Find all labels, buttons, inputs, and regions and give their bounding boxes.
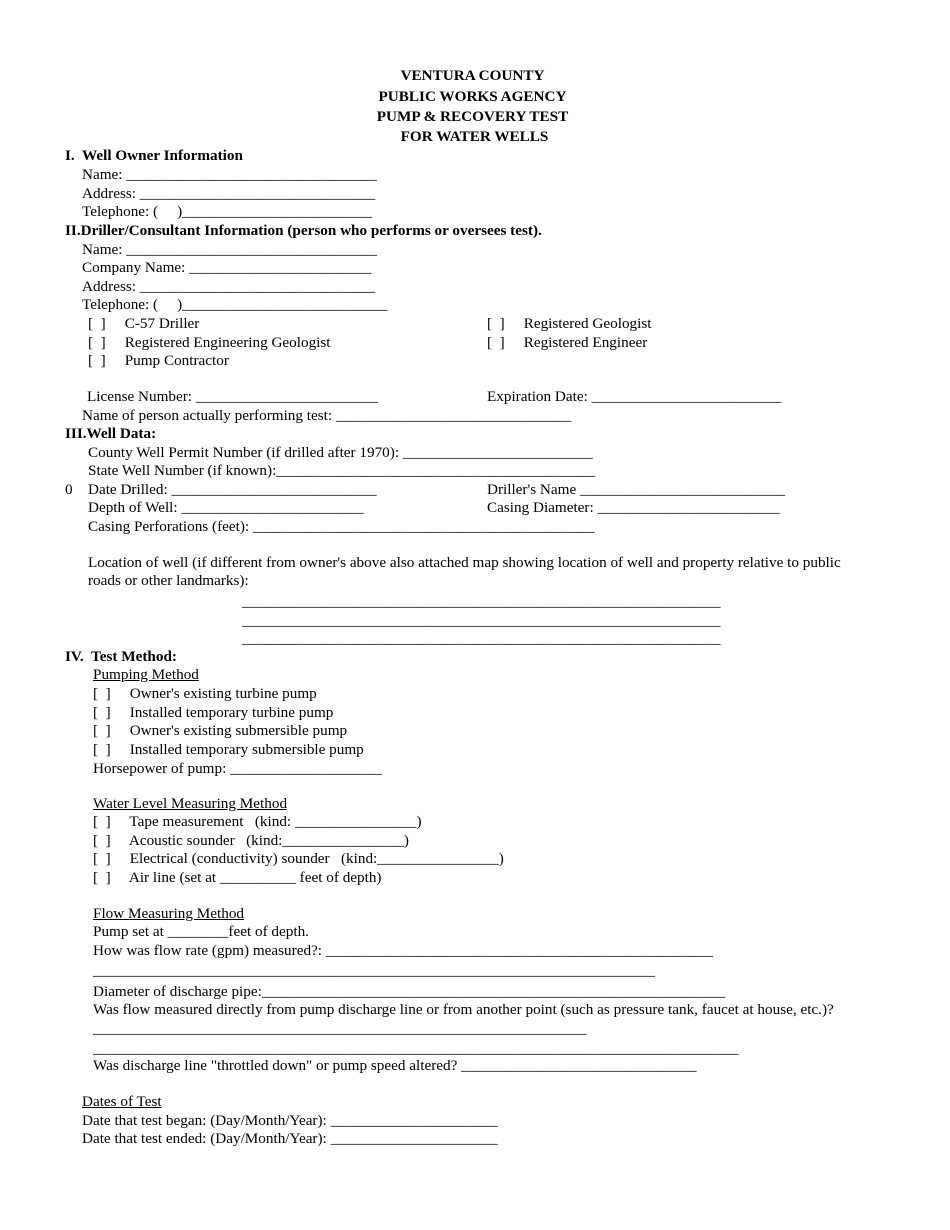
test-performer-field[interactable]: Name of person actually performing test: _______________________________	[82, 407, 572, 424]
driller-address-field[interactable]: Address: _______________________________	[82, 278, 376, 295]
driller-telephone-field[interactable]: Telephone: ( )___________________________	[82, 296, 388, 313]
discharge-pipe-diameter-field[interactable]: Diameter of discharge pipe:_____________________________________________________________	[93, 983, 726, 1000]
dates-of-test-title: Dates of Test	[82, 1093, 162, 1110]
location-blank-line-3[interactable]: _______________________________________________________________	[242, 630, 721, 647]
driller-name-field[interactable]: Name: _________________________________	[82, 241, 377, 258]
section-1-heading: I. Well Owner Information	[65, 147, 243, 164]
checkbox-registered-engineer[interactable]: [ ] Registered Engineer	[487, 334, 648, 351]
flow-rate-method-field[interactable]: How was flow rate (gpm) measured?: ___________________________________________________	[93, 942, 714, 959]
margin-zero: 0	[65, 481, 73, 498]
horsepower-field[interactable]: Horsepower of pump: ____________________	[93, 760, 382, 777]
checkbox-acoustic-sounder[interactable]: [ ] Acoustic sounder (kind:________________)	[93, 832, 409, 849]
casing-diameter-field[interactable]: Casing Diameter: ________________________	[487, 499, 780, 516]
flow-measurement-question: Was flow measured directly from pump discharge line or from another point (such as pressure tank, faucet at house, etc.)?	[93, 1001, 834, 1018]
location-blank-line-2[interactable]: _______________________________________________________________	[242, 612, 721, 629]
location-description-line-1: Location of well (if different from owner's above also attached map showing location of well and property relative to public	[88, 554, 841, 571]
throttled-down-field[interactable]: Was discharge line "throttled down" or pump speed altered? _______________________________	[93, 1057, 697, 1074]
checkbox-temporary-submersible-pump[interactable]: [ ] Installed temporary submersible pump	[93, 741, 364, 758]
checkbox-electrical-sounder[interactable]: [ ] Electrical (conductivity) sounder (kind:________________)	[93, 850, 504, 867]
section-3-heading: III.Well Data:	[65, 425, 157, 442]
checkbox-temporary-turbine-pump[interactable]: [ ] Installed temporary turbine pump	[93, 704, 334, 721]
test-began-date-field[interactable]: Date that test began: (Day/Month/Year): ______________________	[82, 1112, 498, 1129]
checkbox-air-line[interactable]: [ ] Air line (set at __________ feet of depth)	[93, 869, 382, 886]
owner-telephone-field[interactable]: Telephone: ( )_________________________	[82, 203, 372, 220]
company-name-field[interactable]: Company Name: ________________________	[82, 259, 372, 276]
location-blank-line-1[interactable]: _______________________________________________________________	[242, 593, 721, 610]
checkbox-pump-contractor[interactable]: [ ] Pump Contractor	[88, 352, 229, 369]
owner-name-field[interactable]: Name: _________________________________	[82, 166, 377, 183]
casing-perforations-field[interactable]: Casing Perforations (feet): _____________________________________________	[88, 518, 595, 535]
flow-rate-blank-line[interactable]: __________________________________________________________________________	[93, 962, 655, 979]
owner-address-field[interactable]: Address: _______________________________	[82, 185, 376, 202]
section-4-heading: IV. Test Method:	[65, 648, 177, 665]
flow-measurement-blank-line-1[interactable]: _________________________________________________________________	[93, 1020, 587, 1037]
location-description-line-2: roads or other landmarks):	[88, 572, 249, 589]
pump-set-depth-field[interactable]: Pump set at ________feet of depth.	[93, 923, 309, 940]
date-drilled-field[interactable]: Date Drilled: ___________________________	[88, 481, 377, 498]
checkbox-registered-geologist[interactable]: [ ] Registered Geologist	[487, 315, 652, 332]
title-line-2: PUBLIC WORKS AGENCY	[378, 88, 567, 105]
checkbox-tape-measurement[interactable]: [ ] Tape measurement (kind: ________________)	[93, 813, 422, 830]
expiration-date-field[interactable]: Expiration Date: _________________________	[487, 388, 782, 405]
checkbox-owner-turbine-pump[interactable]: [ ] Owner's existing turbine pump	[93, 685, 317, 702]
flow-method-title: Flow Measuring Method	[93, 905, 245, 922]
title-line-1: VENTURA COUNTY	[400, 67, 545, 84]
section-2-heading: II.Driller/Consultant Information (person who performs or oversees test).	[65, 222, 542, 239]
license-number-field[interactable]: License Number: ________________________	[87, 388, 379, 405]
pumping-method-title: Pumping Method	[93, 666, 199, 683]
county-permit-field[interactable]: County Well Permit Number (if drilled after 1970): _________________________	[88, 444, 593, 461]
checkbox-owner-submersible-pump[interactable]: [ ] Owner's existing submersible pump	[93, 722, 348, 739]
state-well-number-field[interactable]: State Well Number (if known):__________________________________________	[88, 462, 596, 479]
flow-measurement-blank-line-2[interactable]: _____________________________________________________________________________________	[93, 1040, 739, 1057]
title-line-3: PUMP & RECOVERY TEST	[376, 108, 569, 125]
test-ended-date-field[interactable]: Date that test ended: (Day/Month/Year): ______________________	[82, 1130, 498, 1147]
drillers-name-field[interactable]: Driller's Name ___________________________	[487, 481, 786, 498]
depth-of-well-field[interactable]: Depth of Well: ________________________	[88, 499, 364, 516]
water-level-method-title: Water Level Measuring Method	[93, 795, 288, 812]
title-line-4: FOR WATER WELLS	[400, 128, 549, 145]
checkbox-c57-driller[interactable]: [ ] C-57 Driller	[88, 315, 200, 332]
checkbox-registered-engineering-geologist[interactable]: [ ] Registered Engineering Geologist	[88, 334, 331, 351]
